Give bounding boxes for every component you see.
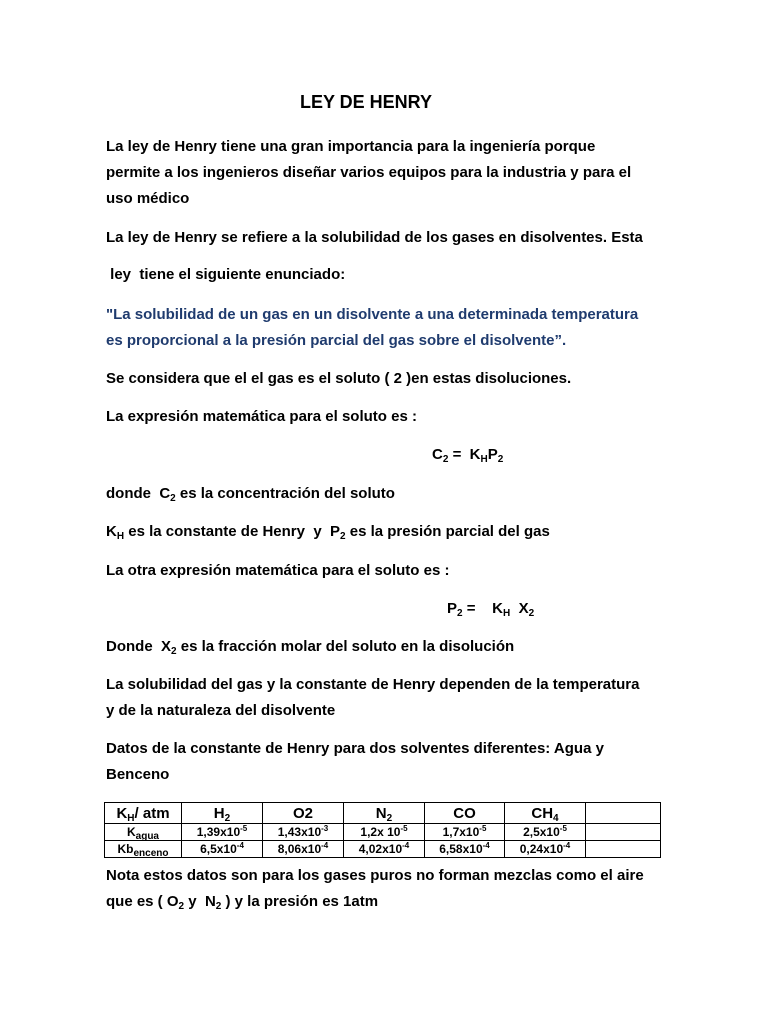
equation-pressure: $P_2$ = $K_H$ $X_2$: [447, 600, 535, 619]
definition-line: donde $C_2$ es la concentración del soluto: [106, 485, 395, 504]
paragraph-line: La expresión matemática para el soluto es :: [106, 408, 417, 425]
note-line: que es ( $O_2$ y $N_2$ ) y la presión es 1atm: [106, 893, 379, 912]
row-label: $K_{agua}$: [105, 824, 182, 841]
table-cell: $0,24x10^{-4}$: [505, 841, 586, 858]
definition-line: $K_H$ es la constante de Henry y $P_2$ es la presión parcial del gas: [106, 523, 550, 542]
quote-line: es proporcional a la presión parcial del gas sobre el disolvente”.: [106, 332, 567, 349]
table-cell: $1,39x10^{-5}$: [182, 824, 263, 841]
table-cell: $1,7x10^{-5}$: [425, 824, 505, 841]
table-header-row: [105, 803, 661, 824]
table-cell: [586, 824, 661, 841]
paragraph-line: La ley de Henry tiene una gran importancia para la ingeniería porque: [106, 138, 596, 155]
paragraph-line: y de la naturaleza del disolvente: [106, 702, 336, 719]
header-cell: [586, 803, 661, 824]
paragraph-line: La solubilidad del gas y la constante de Henry dependen de la temperatura: [106, 676, 640, 693]
paragraph-line: uso médico: [106, 190, 190, 207]
row-label: $Kb_{enceno}$: [105, 841, 182, 858]
quote-line: "La solubilidad de un gas en un disolvente a una determinada temperatura: [106, 306, 639, 323]
header-cell: $K_H/$ atm: [105, 803, 182, 824]
header-cell: $N_2$: [344, 803, 425, 824]
table-cell: $2,5x10^{-5}$: [505, 824, 586, 841]
table-cell: 1,2x $10^{-5}$: [344, 824, 425, 841]
paragraph-line: Benceno: [106, 766, 170, 783]
paragraph-line: ley tiene el siguiente enunciado:: [106, 266, 346, 283]
table-cell: $4,02x10^{-4}$: [344, 841, 425, 858]
page-title: LEY DE HENRY: [299, 92, 433, 112]
paragraph-line: Se considera que el el gas es el soluto ( 2 )en estas disoluciones.: [106, 370, 572, 387]
paragraph-line: La otra expresión matemática para el soluto es :: [106, 562, 450, 579]
equation-concentration: $C_2 = K_HP_2$: [432, 446, 504, 465]
table-cell: $6,58x10^{-4}$: [425, 841, 505, 858]
paragraph-line: La ley de Henry se refiere a la solubilidad de los gases en disolventes. Esta: [106, 229, 643, 246]
table-row: [105, 824, 661, 841]
header-cell: $H_2$: [182, 803, 263, 824]
header-cell: CO: [425, 803, 505, 824]
header-cell: O2: [263, 803, 344, 824]
table-cell: [586, 841, 661, 858]
table-cell: $6,5x10^{-4}$: [182, 841, 263, 858]
note-line: Nota estos datos son para los gases puros no forman mezclas como el aire: [106, 867, 644, 884]
table-row: [105, 841, 661, 858]
paragraph-line: permite a los ingenieros diseñar varios equipos para la industria y para el: [106, 164, 632, 181]
table-cell: $8,06x10^{-4}$: [263, 841, 344, 858]
paragraph-line: Donde $X_2$ es la fracción molar del soluto en la disolución: [106, 638, 515, 657]
henry-constants-table: [104, 802, 661, 858]
table-cell: $1,43x10^{-3}$: [263, 824, 344, 841]
header-cell: $CH_4$: [505, 803, 586, 824]
paragraph-line: Datos de la constante de Henry para dos solventes diferentes: Agua y: [106, 740, 604, 757]
